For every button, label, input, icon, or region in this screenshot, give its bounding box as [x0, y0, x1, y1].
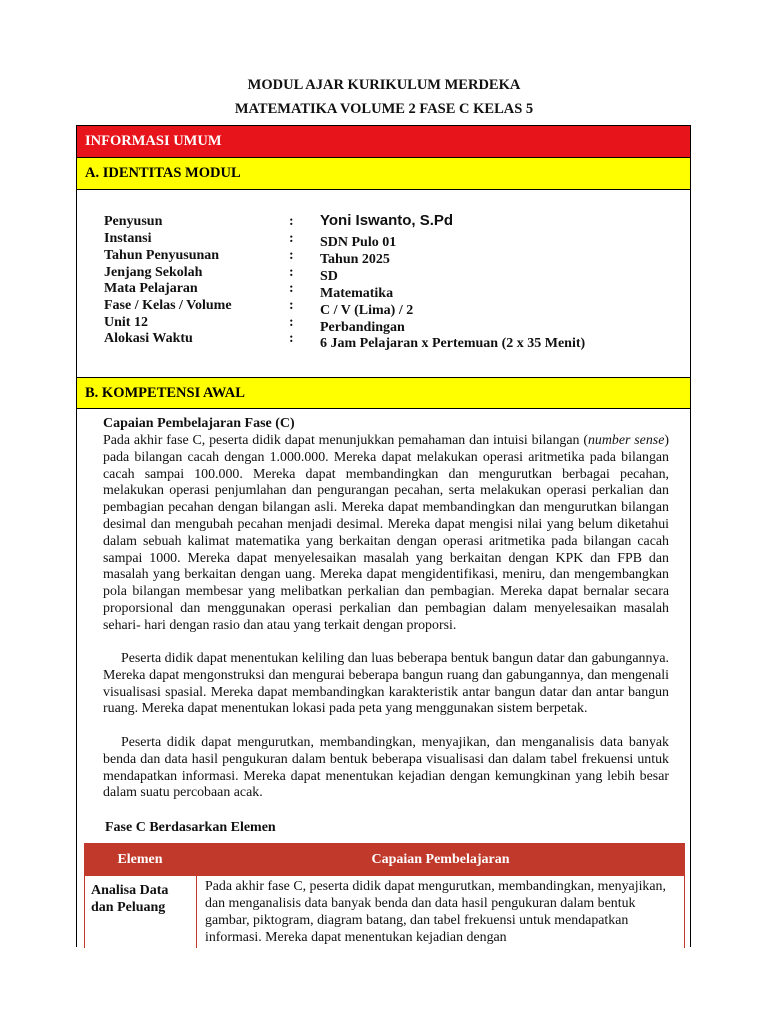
elemen-subheading: Fase C Berdasarkan Elemen: [105, 820, 276, 835]
identitas-separator: :: [289, 281, 294, 296]
capaian-heading: Capaian Pembelajaran Fase (C): [103, 416, 295, 431]
elemen-table: [84, 843, 685, 948]
identitas-label: Unit 12: [104, 315, 148, 330]
table-row: [84, 876, 685, 948]
identitas-separator: :: [289, 231, 294, 246]
capaian-cell: Pada akhir fase C, peserta didik dapat mengurutkan, membandingkan, menyajikan, dan menganalisis data banyak benda dan data hasil pengukuran dalam bentuk gambar, piktogram, diagram batang, dan tabel frekuensi untuk mendapatkan informasi. Mereka dapat menentukan kejadian dengan: [205, 879, 666, 945]
identitas-label: Instansi: [104, 231, 152, 246]
capaian-paragraph-2: Peserta didik dapat menentukan keliling dan luas beberapa bentuk bangun datar dan gabungannya. Mereka dapat mengonstruksi dan mengurai beberapa bangun ruang dan gabungannya, dan mengenali visualisasi spasial. Mereka dapat membandingkan karakteristik antar bangun datar dan antar bangun ruang. Mereka dapat menentukan lokasi pada peta yang menggunakan sistem berpetak.: [103, 651, 669, 717]
identitas-label: Tahun Penyusunan: [104, 248, 220, 263]
kompetensi-awal-label: B. KOMPETENSI AWAL: [85, 384, 245, 401]
identitas-separator: :: [289, 265, 294, 280]
identitas-value: C / V (Lima) / 2: [320, 303, 414, 318]
module-subtitle: MATEMATIKA VOLUME 2 FASE C KELAS 5: [234, 101, 534, 117]
module-frame: [76, 125, 691, 947]
identitas-value: SDN Pulo 01: [320, 235, 397, 250]
informasi-umum-label: INFORMASI UMUM: [85, 133, 222, 149]
identitas-modul-bar: [77, 158, 690, 190]
identitas-value: Tahun 2025: [320, 252, 390, 267]
elemen-table-header: [84, 843, 685, 876]
identitas-label: Fase / Kelas / Volume: [104, 298, 232, 313]
identitas-value: Perbandingan: [320, 320, 405, 335]
identitas-separator: :: [289, 315, 294, 330]
identitas-separator: :: [289, 248, 294, 263]
identitas-value: Yoni Iswanto, S.Pd: [320, 212, 454, 229]
identitas-label: Alokasi Waktu: [104, 331, 193, 346]
identitas-value: SD: [320, 269, 338, 284]
capaian-column-header: Capaian Pembelajaran: [371, 851, 510, 867]
capaian-paragraph-3: Peserta didik dapat mengurutkan, membandingkan, menyajikan, dan menganalisis data banyak benda dan data hasil pengukuran dalam bentuk beberapa visualisasi dan dalam tabel frekuensi untuk mendapatkan informasi. Mereka dapat menentukan kejadian dengan kemungkinan yang lebih besar dalam suatu percobaan acak.: [103, 735, 669, 801]
capaian-paragraph-1: Pada akhir fase C, peserta didik dapat menunjukkan pemahaman dan intuisi bilangan (number sense) pada bilangan cacah dengan 1.000.000. Mereka dapat melakukan operasi aritmetika pada bilangan cacah sampai 100.000. Mereka dapat membandingkan dan mengurutkan berbagai pecahan, melakukan operasi penjumlahan dan pengurangan pecahan, serta melakukan operasi perkalian dan pembagian pecahan dengan bilangan asli. Mereka dapat membandingkan dan mengurutkan bilangan desimal dan mengubah pecahan menjadi desimal. Mereka dapat mengisi nilai yang belum diketahui dalam sebuah kalimat matematika yang berkaitan dengan operasi aritmetika pada bilangan cacah sampai 1000. Mereka dapat menyelesaikan masalah yang berkaitan dengan KPK dan FPB dan masalah yang berkaitan dengan uang. Mereka dapat mengidentifikasi, meniru, dan mengembangkan pola bilangan membesar yang melibatkan perkalian dan pembagian. Mereka dapat bernalar secara proporsional dan menggunakan operasi perkalian dan pembagian dalam menyelesaikan masalah sehari- hari dengan rasio dan atau yang terkait dengan proporsi.: [103, 433, 670, 633]
elemen-column-header: Elemen: [117, 851, 163, 867]
number-sense-term: number sense: [587, 433, 665, 448]
identitas-separator: :: [289, 298, 294, 313]
elemen-cell: Analisa Data dan Peluang: [85, 876, 197, 948]
kompetensi-awal-bar: [77, 377, 690, 409]
identitas-modul-label: A. IDENTITAS MODUL: [85, 165, 241, 181]
identitas-value: Matematika: [320, 286, 394, 301]
identitas-label: Jenjang Sekolah: [104, 265, 203, 280]
identitas-label: Penyusun: [104, 214, 163, 229]
module-title: MODUL AJAR KURIKULUM MERDEKA: [247, 77, 521, 93]
identitas-label: Mata Pelajaran: [104, 281, 198, 296]
identitas-separator: :: [289, 214, 294, 229]
identitas-separator: :: [289, 331, 294, 346]
informasi-umum-bar: [77, 126, 690, 158]
identitas-value: 6 Jam Pelajaran x Pertemuan (2 x 35 Menit): [320, 336, 586, 351]
